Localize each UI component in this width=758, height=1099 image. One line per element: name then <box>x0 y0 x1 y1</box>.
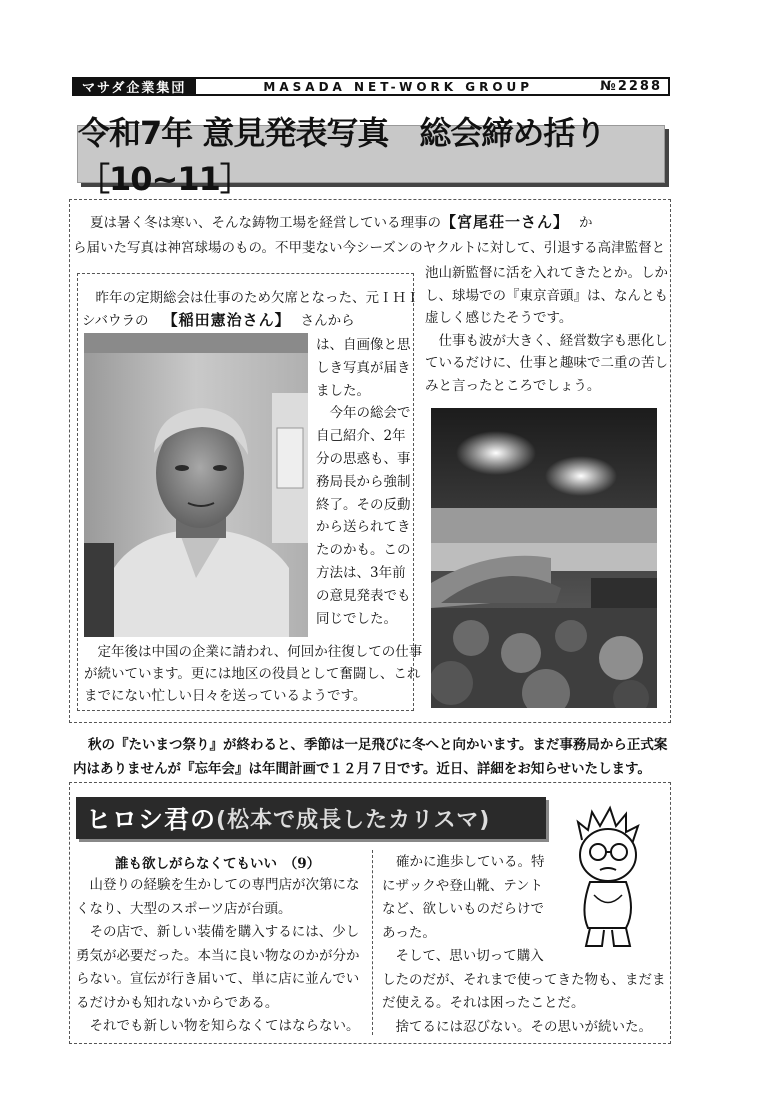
notice-line-1: 秋の『たいまつ祭り』が終わると、季節は一足飛びに冬へと向かいます。まだ事務局から正式案 <box>88 737 668 753</box>
side-line: たのかも。この <box>316 542 411 559</box>
intro-line-2: ら届いた写真は神宮球場のもの。不甲斐ない今シーズンのヤクルトに対して、引退する高津監督と <box>73 240 666 256</box>
intro-text-pre: 夏は暑く冬は寒い、そんな鋳物工場を経営している理事の <box>90 215 441 231</box>
column-banner-title: ヒロシ君の <box>86 805 217 834</box>
intro-person-name: 【宮尾荘一さん】 <box>441 213 570 231</box>
side-line: 終了。その反動 <box>316 496 411 513</box>
right-line: し、球場での『東京音頭』は、なんとも <box>425 287 668 304</box>
left-bottom-line: が続いています。更には地区の役員として奮闘し、これ <box>84 666 421 682</box>
side-line: 務局長から強制 <box>316 473 411 490</box>
side-line: ました。 <box>316 382 370 399</box>
right-line: ているだけに、仕事と趣味で二重の苦し <box>425 355 668 371</box>
side-line: の意見発表でも <box>316 587 411 604</box>
column-banner-subtitle: (松本で成長したカリスマ) <box>216 807 491 833</box>
column-left-line: らない。宣伝が行き届いて、単に店に並んでい <box>76 971 360 987</box>
column-right-line: したのだが、それまで使ってきた物も、まだま <box>382 971 666 988</box>
column-right-text <box>382 851 666 1039</box>
column-subtitle: 誰も欲しがらなくてもいい （9） <box>115 856 321 872</box>
column-left-line: くなり、大型のスポーツ店が台頭。 <box>76 900 292 917</box>
masthead-group-en: MASADA NET-WORK GROUP <box>263 79 534 94</box>
column-right-line: あった。 <box>382 924 436 941</box>
side-line: 分の思惑も、事 <box>316 450 411 467</box>
masthead <box>72 77 670 96</box>
notice-line-2: 内はありませんが『忘年会』は年間計画で１２月７日です。近日、詳細をお知らせいたします。 <box>73 761 651 777</box>
right-line: 虚しく感じたそうです。 <box>425 310 573 326</box>
side-line: は、自画像と思 <box>316 337 411 353</box>
column-right-line: 捨てるには忍びない。その思いが続いた。 <box>382 1018 652 1035</box>
side-line: 今年の総会で <box>316 405 411 422</box>
column-banner <box>76 797 546 839</box>
column-right-line: など、欲しいものだらけで <box>382 901 544 917</box>
page-title: 令和7年 意見発表写真 総会締め括り［10~11］ <box>77 125 665 183</box>
issue-number: №2288 <box>600 79 662 94</box>
side-line: 同じでした。 <box>316 610 397 627</box>
column-left-line: それでも新しい物を知らなくてはならない。 <box>76 1018 360 1034</box>
masthead-group-jp: マサダ企業集団 <box>74 79 196 94</box>
right-line: みと言ったところでしょう。 <box>425 377 601 394</box>
side-line: から送られてき <box>316 519 411 536</box>
column-left-line: その店で、新しい装備を購入するには、少し <box>76 924 360 940</box>
column-left-line: るだけかも知れないからである。 <box>76 994 279 1011</box>
left-text-pre: シバウラの <box>82 313 149 329</box>
left-line-1: 昨年の定期総会は仕事のため欠席となった、元ＩＨＩ <box>82 290 420 306</box>
side-line: 方法は、3年前 <box>316 564 406 581</box>
left-person-name: 【稲田憲治さん】 <box>162 311 291 329</box>
side-text-column <box>316 334 411 630</box>
right-column-text <box>425 262 668 397</box>
right-line: 仕事も波が大きく、経営数字も悪化し <box>425 332 668 349</box>
side-line: しき写真が届き <box>316 359 411 376</box>
column-right-line: そして、思い切って購入 <box>382 948 544 964</box>
column-right-line: にザックや登山靴、テント <box>382 877 544 894</box>
left-line-2 <box>82 309 355 332</box>
stadium-photo <box>431 408 657 708</box>
right-line: 池山新監督に活を入れてきたとか。しか <box>425 265 668 281</box>
left-bottom-text <box>84 641 422 707</box>
column-right-line: だ使える。それは困ったことだ。 <box>382 995 585 1011</box>
left-bottom-line: までにない忙しい日々を送っているようです。 <box>84 688 367 704</box>
column-left-line: 勇気が必要だった。本当に良い物なのかが分か <box>76 947 360 964</box>
column-left-line: 山登りの経験を生かしての専門店が次第にな <box>76 877 360 893</box>
side-line: 自己紹介、2年 <box>316 428 406 445</box>
column-divider <box>372 850 373 1035</box>
left-text-post: さんから <box>300 313 355 329</box>
left-bottom-line: 定年後は中国の企業に請われ、何回か往復しての仕事 <box>84 644 423 660</box>
column-left-text <box>76 874 360 1039</box>
intro-text-post: か <box>579 215 593 231</box>
portrait-photo <box>84 333 308 637</box>
intro-line-1 <box>90 211 593 234</box>
column-right-line: 確かに進歩している。特 <box>396 854 545 870</box>
